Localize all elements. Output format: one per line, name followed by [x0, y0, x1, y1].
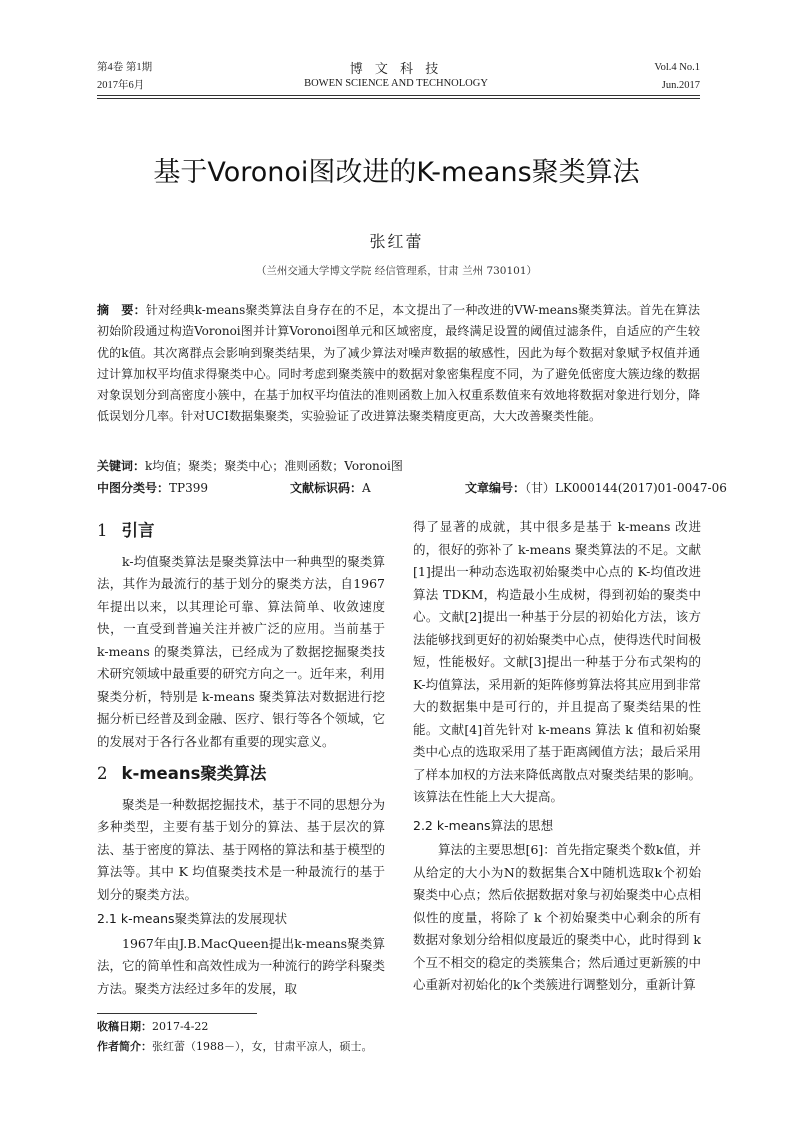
clc-label: 中图分类号： [97, 481, 170, 495]
doc-code-value: A [362, 481, 371, 495]
journal-month: Jun.2017 [661, 80, 700, 91]
footnote-rule [97, 1013, 257, 1014]
journal-name-en: BOWEN SCIENCE AND TECHNOLOGY [304, 78, 488, 89]
journal-issue: 第4卷 第1期 [97, 62, 153, 73]
section-2-heading [97, 763, 385, 786]
journal-name-cn: 博 文 科 技 [349, 62, 443, 77]
received-date [97, 1018, 208, 1036]
author-bio-value: 张红蕾（1988－），女，甘肃平凉人，硕士。 [152, 1040, 373, 1053]
keywords-text: k均值；聚类；聚类中心；准则函数；Voronoi图 [145, 459, 403, 473]
paper-author: 张红蕾 [369, 232, 424, 251]
section-2-2-paragraph: 算法的主要思想[6]：首先指定聚类个数k值，并从给定的大小为N的数据集合X中随机选取k个初始聚类中心点；然后依据数据对象与初始聚类中心点相似性的度量，将除了 k 个初始聚类中心剩余的所有数据对象划分给相似度最近的聚类中心，此时得到 k 个互不相交的稳定的类簇集合；然后通过更新簇的中心重新对初始化的k个类簇进行调整划分，重新计算 [413, 842, 701, 992]
abstract-label: 摘 要： [97, 303, 146, 317]
section-2-1-heading: 2.1 k-means聚类算法的发展现状 [97, 911, 288, 926]
author-affiliation: （兰州交通大学博文学院 经信管理系，甘肃 兰州 730101） [255, 265, 538, 277]
author-bio [97, 1038, 373, 1056]
continued-paragraph: 得了显著的成就，其中很多是基于 k-means 改进的，很好的弥补了 k-means 聚类算法的不足。文献[1]提出一种动态选取初始聚类中心点的 K-均值改进算法 TDKM，构造最小生成树，得到初始的聚类中心。文献[2]提出一种基于分层的初始化方法，该方法能够找到更好的初始聚类中心点，使得迭代时间极短，性能极好。文献[3]提出一种基于分布式架构的 K-均值算法，采用新的矩阵修剪算法将其应用到非常大的数据集中是可行的，并且提高了聚类结果的性能。文献[4]首先针对 k-means 算法 k 值和初始聚类中心点的选取采用了基于距离阈值方法；最后采用了样本加权的方法来降低离散点对聚类结果的影响。该算法在性能上大大提高。 [413, 519, 701, 804]
article-number-value: （甘）LK000144(2017)01-0047-06 [525, 481, 727, 495]
section-1-title: 引言 [121, 521, 155, 540]
received-label: 收稿日期： [97, 1020, 152, 1033]
author-bio-label: 作者简介： [97, 1040, 152, 1053]
doc-code-label: 文献标识码： [290, 481, 363, 495]
section-1-number: 1 [97, 521, 108, 540]
clc-number [97, 478, 208, 498]
right-column [413, 516, 701, 997]
journal-volume: Vol.4 No.1 [654, 62, 700, 73]
paper-title: 基于Voronoi图改进的K-means聚类算法 [153, 157, 640, 188]
header-rule-bottom [97, 98, 700, 99]
section-2-title: k-means聚类算法 [121, 764, 267, 783]
clc-value: TP399 [169, 481, 208, 495]
article-number [465, 478, 727, 498]
section-2-number: 2 [97, 764, 108, 783]
abstract-text: 针对经典k-means聚类算法自身存在的不足，本文提出了一种改进的VW-means聚类算法。首先在算法初始阶段通过构造Voronoi图并计算Voronoi图单元和区域密度，最终满足设置的阈值过滤条件，自适应的产生较优的k值。其次离群点会影响到聚类结果，为了减少算法对噪声数据的敏感性，因此为每个数据对象赋予权值并通过计算加权平均值求得聚类中心。同时考虑到聚类簇中的数据对象密集程度不同，为了避免低密度大簇边缘的数据对象误划分到高密度小簇中，在基于加权平均值法的准则函数上加入权重系数值来有效地将数据对象进行划分，降低误划分几率。针对UCI数据集聚类，实验验证了改进算法聚类精度更高，大大改善聚类性能。 [97, 303, 700, 424]
document-code [290, 478, 371, 498]
section-1-heading [97, 520, 385, 543]
keywords-label: 关键词： [97, 459, 146, 473]
section-2-2-heading: 2.2 k-means算法的思想 [413, 817, 554, 833]
journal-date: 2017年6月 [97, 80, 145, 91]
header-rule-top [97, 95, 700, 96]
section-2-1-paragraph: 1967年由J.B.MacQueen提出k-means聚类算法，它的简单性和高效性成为一种流行的跨学科聚类方法。聚类方法经过多年的发展，取 [97, 935, 385, 996]
section-1-paragraph: k-均值聚类算法是聚类算法中一种典型的聚类算法，其作为最流行的基于划分的聚类方法，自1967年提出以来，以其理论可靠、算法简单、收敛速度快，一直受到普遍关注并被广泛的应用。当前基于 k-means 的聚类算法，已经成为了数据挖掘聚类技术研究领域中最重要的研究方向之一。近年来，利用聚类分析，特别是 k-means 聚类算法对数据进行挖掘分析已经普及到金融、医疗、银行等各个领域，它的发展对于各行各业都有重要的现实意义。 [97, 553, 385, 749]
received-value: 2017-4-22 [152, 1020, 209, 1033]
abstract [97, 300, 700, 428]
article-number-label: 文章编号： [465, 481, 526, 495]
section-2-paragraph: 聚类是一种数据挖掘技术，基于不同的思想分为多种类型，主要有基于划分的算法、基于层次的算法、基于密度的算法、基于网格的算法和基于模型的算法等。其中 K 均值聚类技术是一种最流行的基于划分的聚类方法。 [97, 796, 385, 902]
keywords [97, 456, 700, 476]
left-column [97, 520, 385, 1000]
